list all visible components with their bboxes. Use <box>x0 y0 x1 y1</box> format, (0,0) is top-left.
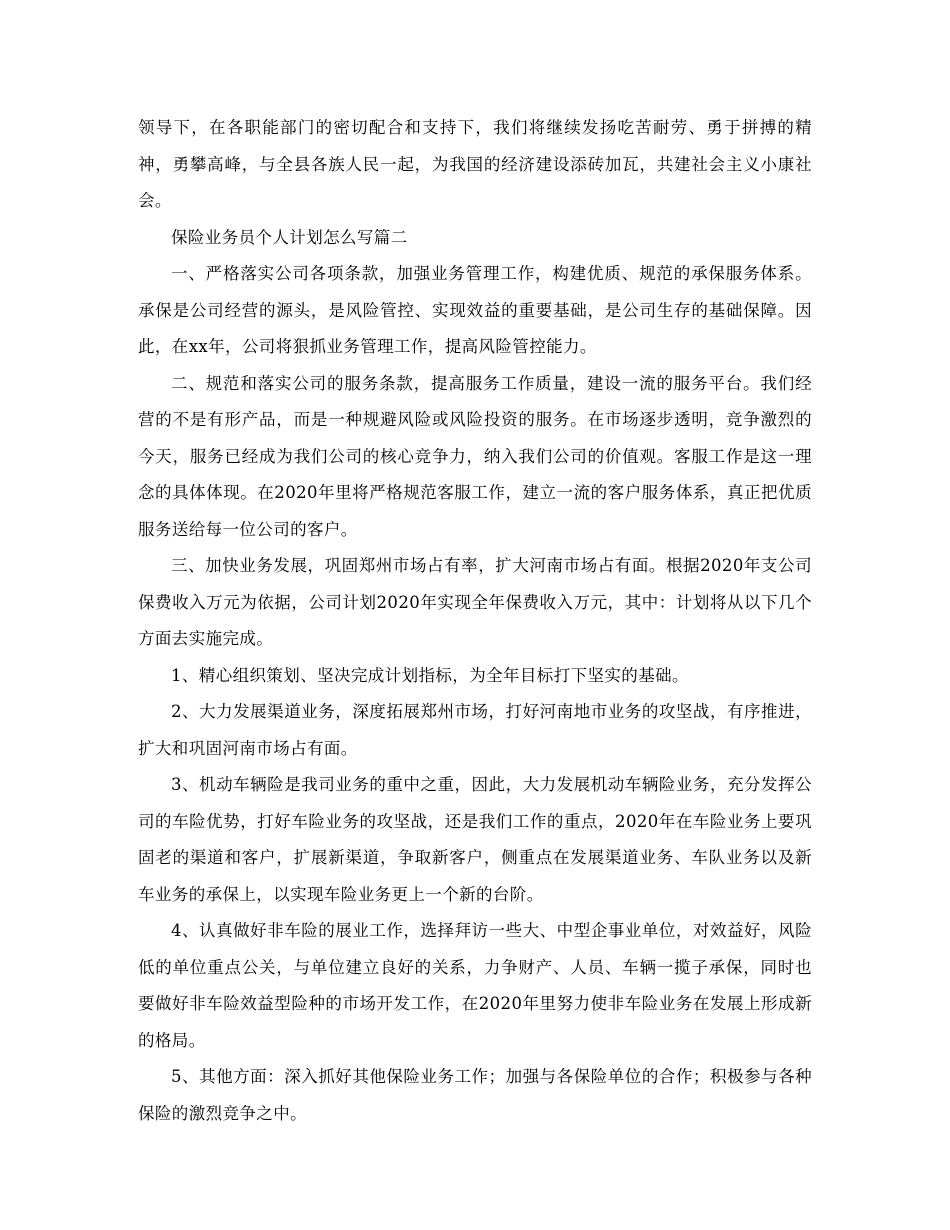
paragraph-item-3: 三、加快业务发展，巩固郑州市场占有率，扩大河南市场占有面。根据2020年支公司保费收入万元为依据，公司计划2020年实现全年保费收入万元，其中：计划将从以下几个方面去实施完成。 <box>138 556 812 648</box>
section-heading: 保险业务员个人计划怎么写篇二 <box>171 227 408 247</box>
list-item-5: 5、其他方面：深入抓好其他保险业务工作；加强与各保险单位的合作；积极参与各种保险的激烈竞争之中。 <box>138 1067 812 1123</box>
list-item-1: 1、精心组织策划、坚决完成计划指标，为全年目标打下坚实的基础。 <box>171 665 689 685</box>
list-item-3: 3、机动车辆险是我司业务的重中之重，因此，大力发展机动车辆险业务，充分发挥公司的车险优势，打好车险业务的攻坚战，还是我们工作的重点，2020年在车险业务上要巩固老的渠道和客户，扩展新渠道，争取新客户，侧重点在发展渠道业务、车队业务以及新车业务的承保上，以实现车险业务更上一个新的台阶。 <box>138 775 812 904</box>
paragraph-continuation: 领导下，在各职能部门的密切配合和支持下，我们将继续发扬吃苦耐劳、勇于拼搏的精神，勇攀高峰，与全县各族人民一起，为我国的经济建设添砖加瓦，共建社会主义小康社会。 <box>138 118 812 210</box>
list-item-2: 2、大力发展渠道业务，深度拓展郑州市场，打好河南地市业务的攻坚战，有序推进，扩大和巩固河南市场占有面。 <box>138 702 812 758</box>
paragraph-item-1: 一、严格落实公司各项条款，加强业务管理工作，构建优质、规范的承保服务体系。承保是公司经营的源头，是风险管控、实现效益的重要基础，是公司生存的基础保障。因此，在xx年，公司将狠抓业务管理工作，提高风险管控能力。 <box>138 264 812 356</box>
paragraph-item-2: 二、规范和落实公司的服务条款，提高服务工作质量，建设一流的服务平台。我们经营的不是有形产品，而是一种规避风险或风险投资的服务。在市场逐步透明，竞争激烈的今天，服务已经成为我们公司的核心竞争力，纳入我们公司的价值观。客服工作是这一理念的具体体现。在2020年里将严格规范客服工作，建立一流的客户服务体系，真正把优质服务送给每一位公司的客户。 <box>138 373 812 539</box>
list-item-4: 4、认真做好非车险的展业工作，选择拜访一些大、中型企事业单位，对效益好，风险低的单位重点公关，与单位建立良好的关系，力争财产、人员、车辆一揽子承保，同时也要做好非车险效益型险种的市场开发工作，在2020年里努力使非车险业务在发展上形成新的格局。 <box>138 921 812 1050</box>
